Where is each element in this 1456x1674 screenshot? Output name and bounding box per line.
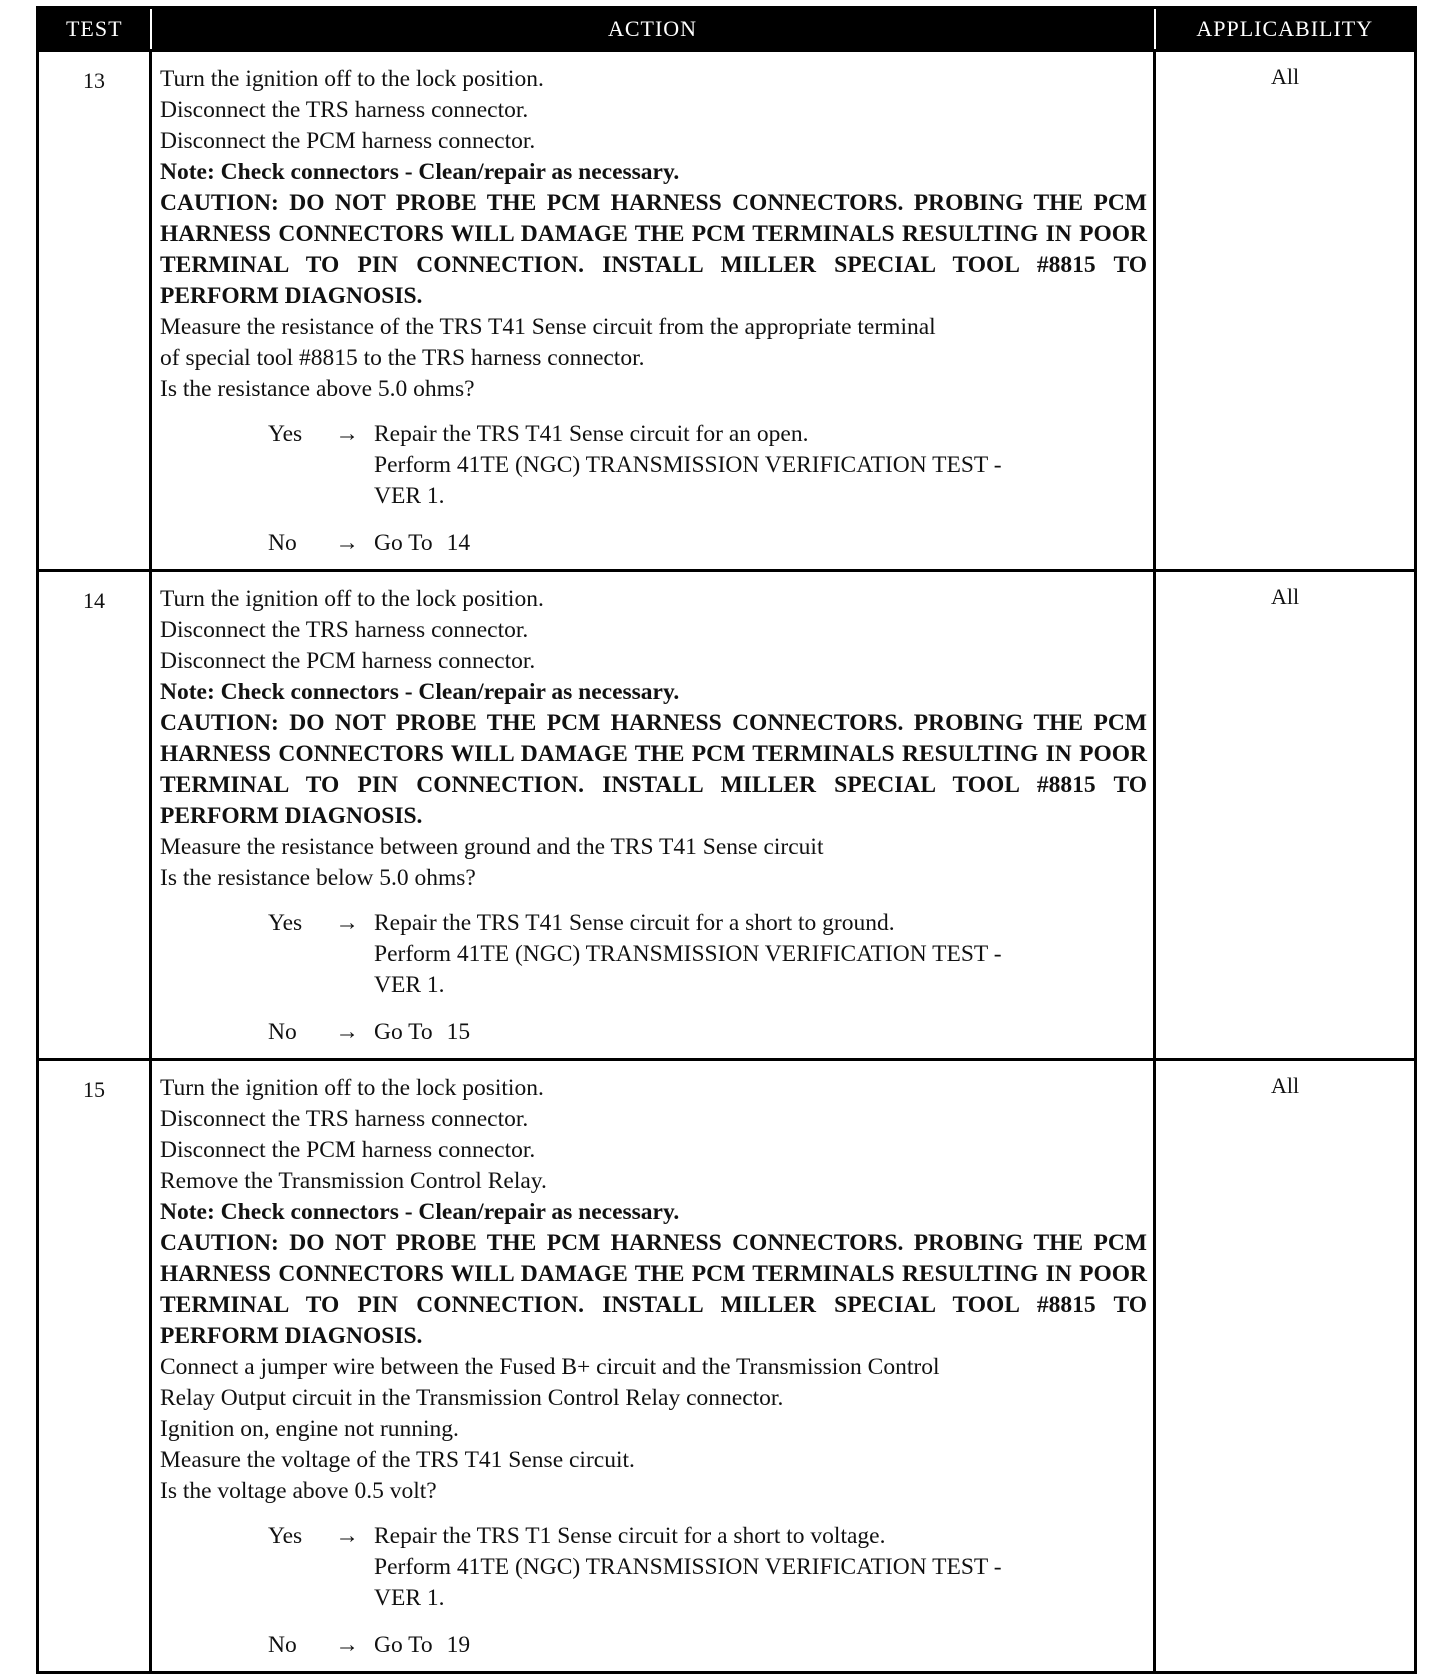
yes-label: Yes: [268, 910, 303, 936]
no-action: [374, 528, 1147, 559]
diagnostic-table: [36, 6, 1417, 1674]
goto-number: 19: [446, 1632, 471, 1658]
header-applicability: APPLICABILITY: [1155, 8, 1416, 51]
yes-action: [374, 419, 1147, 512]
test-row-13: [38, 51, 1416, 571]
test-number: 14: [38, 571, 151, 1060]
yes-label: Yes: [268, 1523, 303, 1549]
action-cell: [151, 571, 1155, 1060]
arrow-right-icon: →: [335, 1632, 359, 1658]
yes-result: [268, 908, 1147, 1001]
goto-text: Go To: [374, 1632, 433, 1658]
step-text: Disconnect the PCM harness connector.: [160, 1137, 536, 1163]
measure-text: Measure the resistance of the TRS T41 Sense circuit from the appropriate terminal: [160, 314, 936, 340]
action-cell: [151, 51, 1155, 571]
no-action: [374, 1630, 1147, 1661]
yes-line: Repair the TRS T41 Sense circuit for a short to ground.: [374, 910, 895, 936]
yes-line: Perform 41TE (NGC) TRANSMISSION VERIFICATION TEST -: [374, 941, 1002, 967]
note-text: Note: Check connectors - Clean/repair as necessary.: [160, 679, 680, 705]
goto-text: Go To: [374, 1019, 433, 1045]
header-row: [38, 8, 1416, 51]
yes-line: Repair the TRS T41 Sense circuit for an open.: [374, 421, 809, 447]
no-result: [268, 1630, 1147, 1661]
step-text: Disconnect the PCM harness connector.: [160, 648, 536, 674]
measure-text: Relay Output circuit in the Transmission Control Relay connector.: [160, 1385, 784, 1411]
caution-text: CAUTION: DO NOT PROBE THE PCM HARNESS CONNECTORS. PROBING THE PCM HARNESS CONNECTORS WILL DAMAGE THE PCM TERMINALS RESULTING IN POOR TERMINAL TO PIN CONNECTION. INSTALL MILLER SPECIAL TOOL #8815 TO PERFORM DIAGNOSIS.: [160, 190, 1147, 309]
measure-text: of special tool #8815 to the TRS harness connector.: [160, 345, 645, 371]
no-label: No: [268, 1632, 297, 1658]
question-text: Is the resistance above 5.0 ohms?: [160, 376, 475, 402]
yes-line: Repair the TRS T1 Sense circuit for a short to voltage.: [374, 1523, 886, 1549]
question-text: Is the resistance below 5.0 ohms?: [160, 865, 476, 891]
test-row-15: [38, 1060, 1416, 1673]
goto-text: Go To: [374, 530, 433, 556]
step-text: Remove the Transmission Control Relay.: [160, 1168, 547, 1194]
yes-line: VER 1.: [374, 483, 445, 509]
table-header: [38, 8, 1416, 51]
goto-number: 14: [446, 530, 471, 556]
step-text: Disconnect the PCM harness connector.: [160, 128, 536, 154]
step-text: Disconnect the TRS harness connector.: [160, 97, 529, 123]
yes-action: [374, 908, 1147, 1001]
table-body: [38, 51, 1416, 1673]
arrow-right-icon: →: [335, 421, 359, 447]
yes-line: Perform 41TE (NGC) TRANSMISSION VERIFICATION TEST -: [374, 1554, 1002, 1580]
note-text: Note: Check connectors - Clean/repair as necessary.: [160, 159, 680, 185]
goto-number: 15: [446, 1019, 471, 1045]
action-cell: [151, 1060, 1155, 1673]
measure-text: Connect a jumper wire between the Fused B+ circuit and the Transmission Control: [160, 1354, 940, 1380]
applicability-value: All: [1155, 1060, 1416, 1673]
test-number: 13: [38, 51, 151, 571]
yes-action: [374, 1521, 1147, 1614]
step-text: Turn the ignition off to the lock position.: [160, 1075, 544, 1101]
test-number: 15: [38, 1060, 151, 1673]
yes-line: VER 1.: [374, 1585, 445, 1611]
no-action: [374, 1017, 1147, 1048]
yes-label: Yes: [268, 421, 303, 447]
note-text: Note: Check connectors - Clean/repair as necessary.: [160, 1199, 680, 1225]
caution-text: CAUTION: DO NOT PROBE THE PCM HARNESS CONNECTORS. PROBING THE PCM HARNESS CONNECTORS WILL DAMAGE THE PCM TERMINALS RESULTING IN POOR TERMINAL TO PIN CONNECTION. INSTALL MILLER SPECIAL TOOL #8815 TO PERFORM DIAGNOSIS.: [160, 710, 1147, 829]
applicability-value: All: [1155, 51, 1416, 571]
yes-line: Perform 41TE (NGC) TRANSMISSION VERIFICATION TEST -: [374, 452, 1002, 478]
measure-text: Measure the resistance between ground and the TRS T41 Sense circuit: [160, 834, 824, 860]
step-text: Turn the ignition off to the lock position.: [160, 66, 544, 92]
measure-text: Ignition on, engine not running.: [160, 1416, 459, 1442]
header-action: ACTION: [151, 8, 1155, 51]
caution-text: CAUTION: DO NOT PROBE THE PCM HARNESS CONNECTORS. PROBING THE PCM HARNESS CONNECTORS WILL DAMAGE THE PCM TERMINALS RESULTING IN POOR TERMINAL TO PIN CONNECTION. INSTALL MILLER SPECIAL TOOL #8815 TO PERFORM DIAGNOSIS.: [160, 1230, 1147, 1349]
question-text: Is the voltage above 0.5 volt?: [160, 1478, 437, 1504]
arrow-right-icon: →: [335, 1019, 359, 1045]
step-text: Turn the ignition off to the lock position.: [160, 586, 544, 612]
no-result: [268, 1017, 1147, 1048]
yes-line: VER 1.: [374, 972, 445, 998]
arrow-right-icon: →: [335, 1523, 359, 1549]
no-label: No: [268, 1019, 297, 1045]
arrow-right-icon: →: [335, 530, 359, 556]
yes-result: [268, 419, 1147, 512]
step-text: Disconnect the TRS harness connector.: [160, 1106, 529, 1132]
applicability-value: All: [1155, 571, 1416, 1060]
no-label: No: [268, 530, 297, 556]
no-result: [268, 528, 1147, 559]
measure-text: Measure the voltage of the TRS T41 Sense circuit.: [160, 1447, 635, 1473]
arrow-right-icon: →: [335, 910, 359, 936]
yes-result: [268, 1521, 1147, 1614]
test-row-14: [38, 571, 1416, 1060]
header-test: TEST: [38, 8, 151, 51]
step-text: Disconnect the TRS harness connector.: [160, 617, 529, 643]
